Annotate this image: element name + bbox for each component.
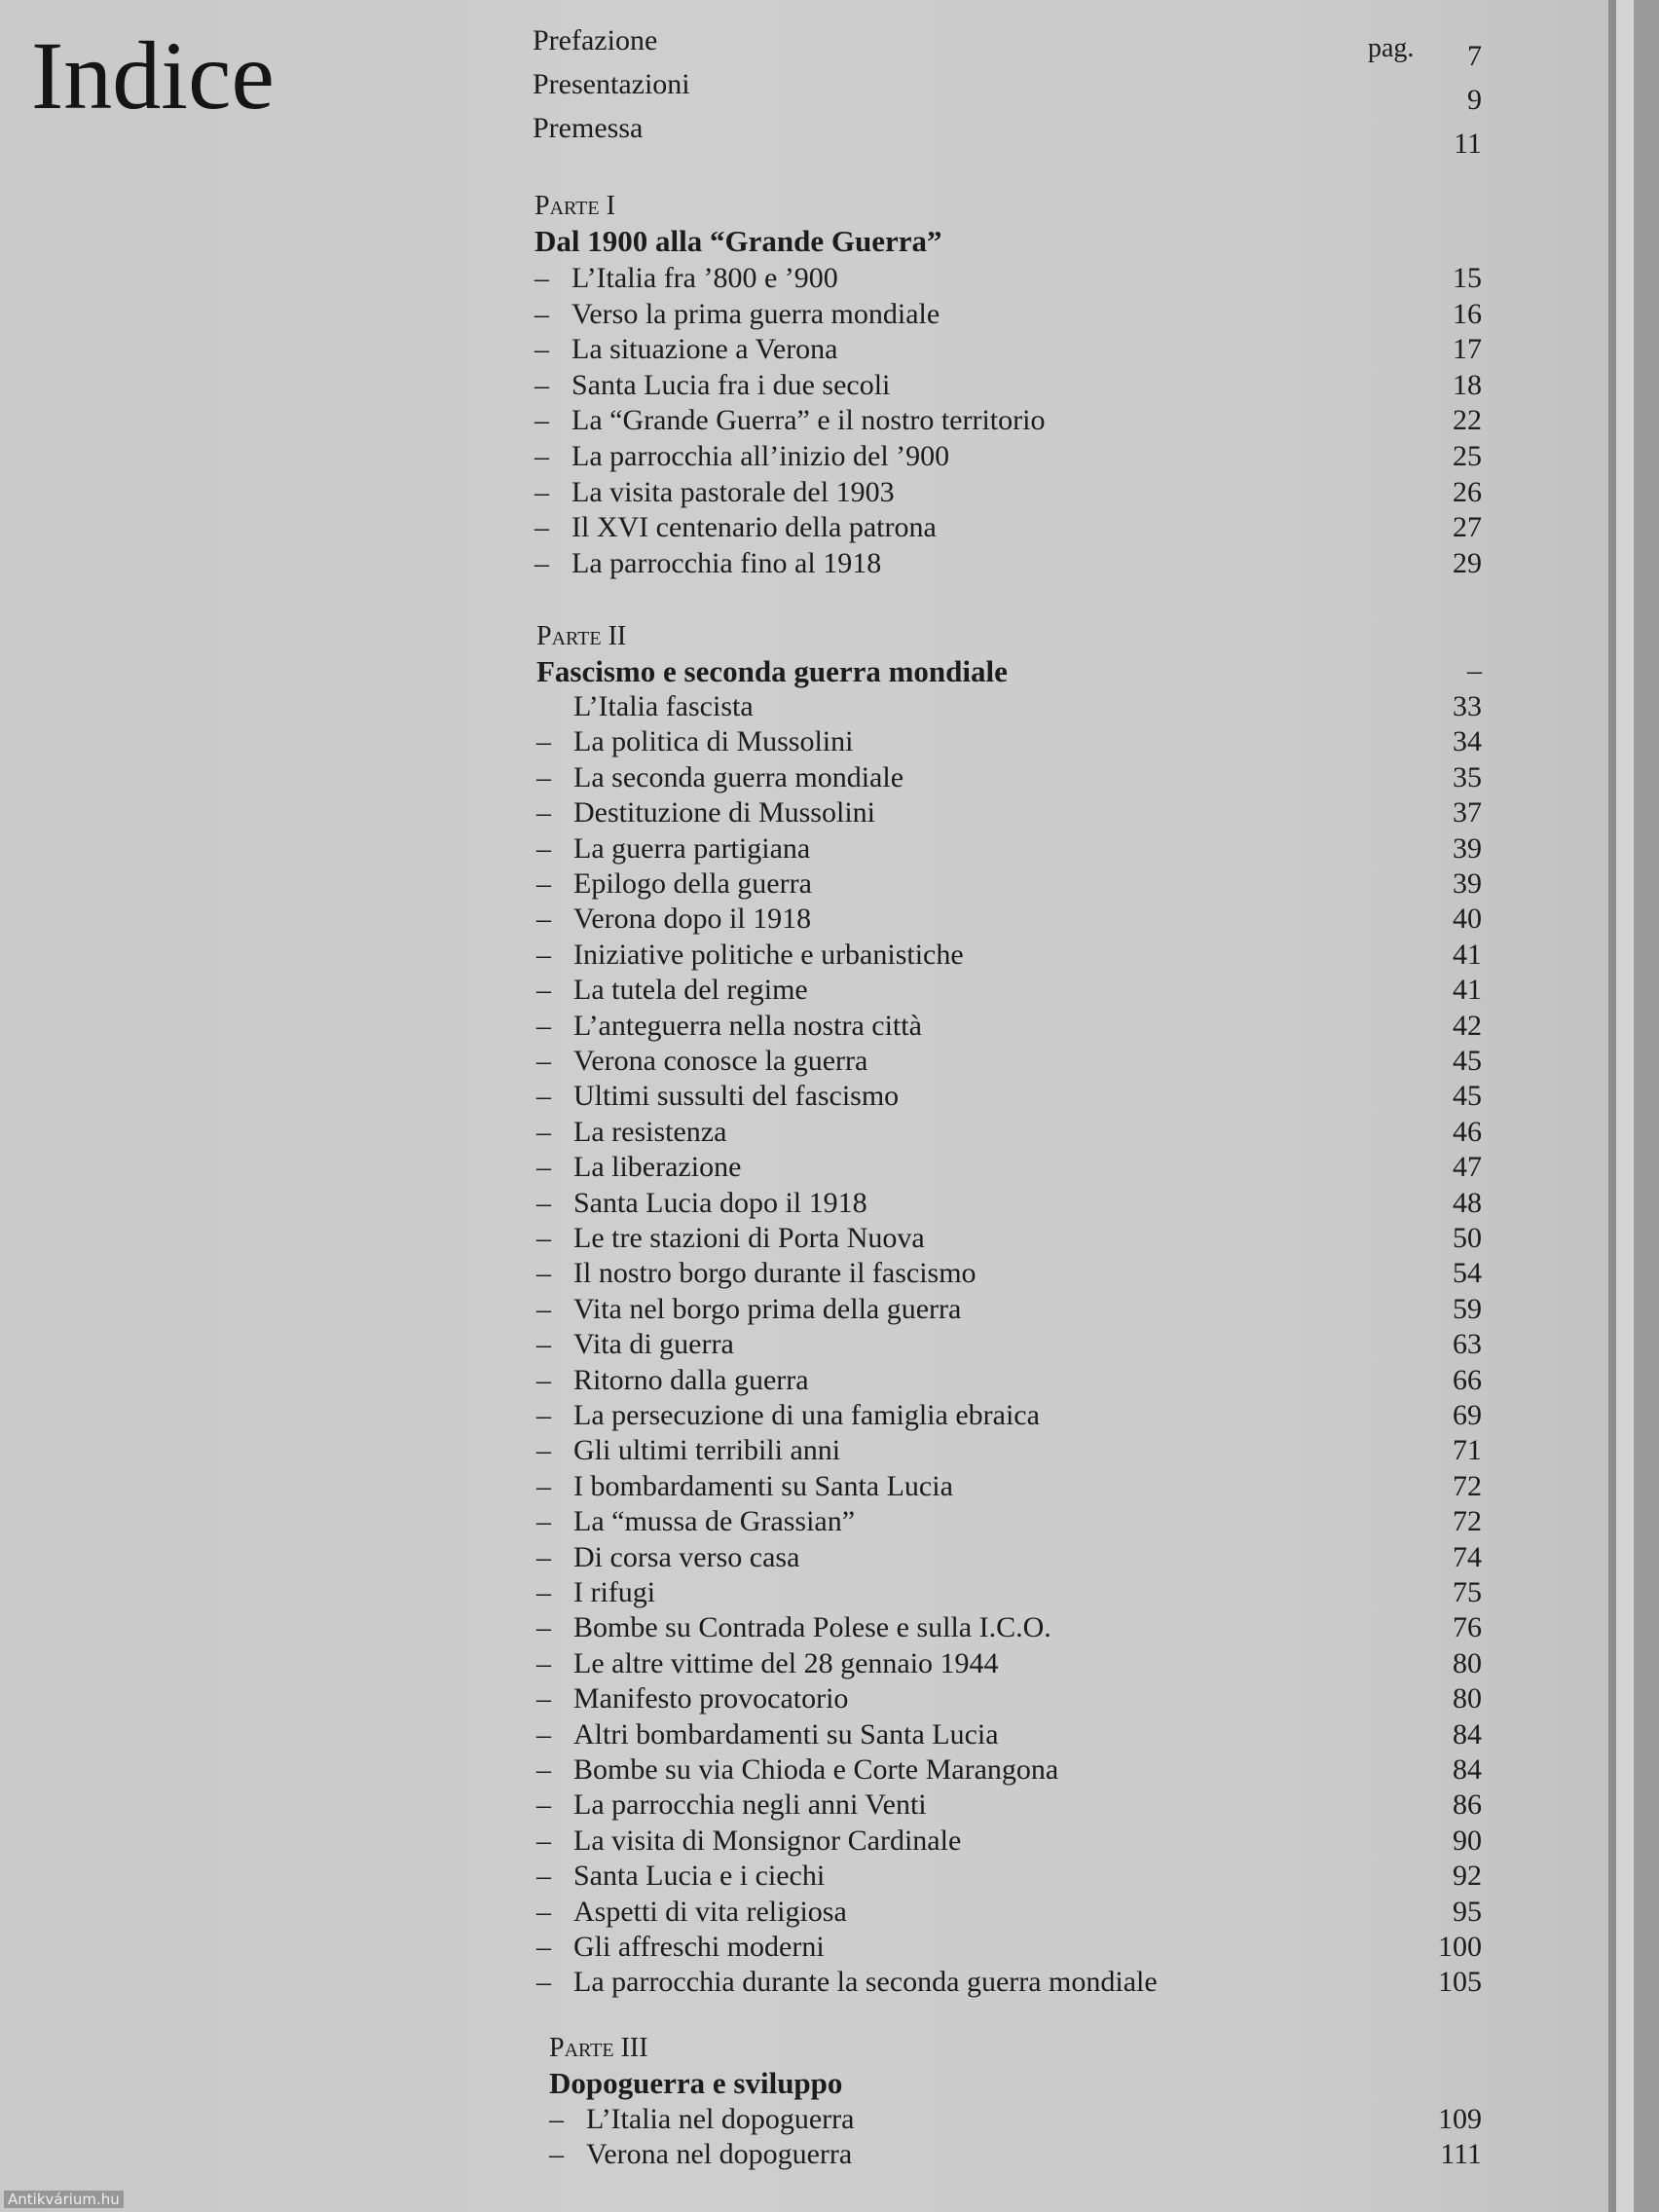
entry-title: Prefazione [533, 24, 658, 56]
entry-title: La guerra partigiana [573, 832, 811, 865]
entry-title: La “Grande Guerra” e il nostro territorio [571, 404, 1046, 436]
entry-dash: – [536, 974, 551, 1006]
entry-title: La parrocchia all’inizio del ’900 [571, 440, 950, 472]
entry-dash: – [536, 1931, 551, 1963]
entry-title: L’Italia fra ’800 e ’900 [571, 262, 838, 294]
entry-title: Verona conosce la guerra [573, 1045, 868, 1077]
part-label: Parte II [536, 621, 627, 651]
entry-title: La visita pastorale del 1903 [571, 476, 895, 508]
entry-dash: – [536, 1647, 551, 1679]
entry-title: Aspetti di vita religiosa [573, 1896, 847, 1928]
entry-dash: – [535, 369, 549, 401]
entry-title: La parrocchia negli anni Venti [573, 1788, 927, 1821]
page-number: 37 [1453, 796, 1482, 829]
entry-title: Il nostro borgo durante il fascismo [573, 1257, 977, 1289]
entry-dash: – [535, 333, 549, 365]
entry-title: La situazione a Verona [571, 333, 838, 365]
page-number: 29 [1453, 547, 1482, 579]
entry-title: La seconda guerra mondiale [573, 761, 904, 793]
page-number: 26 [1453, 476, 1482, 508]
entry-title: L’Italia fascista [573, 690, 754, 722]
page-number: 84 [1453, 1753, 1482, 1786]
entry-title: Ultimi sussulti del fascismo [573, 1080, 900, 1112]
entry-dash: – [536, 761, 551, 793]
entry-title: Santa Lucia fra i due secoli [571, 369, 891, 401]
part-label: Parte I [535, 191, 615, 221]
entry-dash: – [536, 1364, 551, 1396]
entry-dash: – [536, 1576, 551, 1608]
page-number: 105 [1438, 1966, 1482, 1998]
page-number: 54 [1453, 1257, 1482, 1289]
page-number: 34 [1453, 725, 1482, 757]
entry-dash: – [535, 511, 549, 543]
page-number: 72 [1453, 1505, 1482, 1537]
entry-dash: – [536, 867, 551, 900]
entry-dash: – [535, 476, 549, 508]
entry-title: Bombe su via Chioda e Corte Marangona [573, 1753, 1059, 1786]
entry-title: Manifesto provocatorio [573, 1682, 849, 1714]
page-number: 22 [1453, 404, 1482, 436]
entry-title: La visita di Monsignor Cardinale [573, 1825, 962, 1857]
entry-title: Bombe su Contrada Polese e sulla I.C.O. [573, 1611, 1051, 1643]
entry-title: Le altre vittime del 28 gennaio 1944 [573, 1647, 999, 1679]
page-number: 41 [1453, 939, 1482, 971]
page-number: 59 [1453, 1293, 1482, 1325]
entry-dash: – [536, 1293, 551, 1325]
entry-title: La persecuzione di una famiglia ebraica [573, 1399, 1040, 1431]
entry-title: Santa Lucia e i ciechi [573, 1860, 826, 1892]
page-number: 27 [1453, 511, 1482, 543]
page-number: 17 [1453, 333, 1482, 365]
entry-dash: – [549, 2103, 564, 2135]
entry-title: La “mussa de Grassian” [573, 1505, 856, 1537]
entry-title: Verona nel dopoguerra [586, 2138, 853, 2170]
page-number: 9 [1467, 84, 1482, 116]
entry-title: Verona dopo il 1918 [573, 903, 812, 935]
part-title: Dal 1900 alla “Grande Guerra” [535, 224, 942, 258]
page-number: 86 [1453, 1788, 1482, 1821]
part-title: Dopoguerra e sviluppo [549, 2066, 843, 2100]
entry-dash: – [536, 939, 551, 971]
page-number: – [1467, 654, 1482, 686]
entry-title: Gli affreschi moderni [573, 1931, 825, 1963]
page-number: 74 [1453, 1541, 1482, 1573]
entry-dash: – [536, 832, 551, 865]
page-number: 45 [1453, 1080, 1482, 1112]
watermark: Antikvárium.hu [4, 2191, 124, 2208]
entry-title: Il XVI centenario della patrona [571, 511, 937, 543]
page-number: 39 [1453, 867, 1482, 900]
entry-dash: – [536, 1151, 551, 1183]
page-number: 35 [1453, 761, 1482, 793]
page-edge-paper [1616, 0, 1634, 2212]
entry-title: L’Italia nel dopoguerra [586, 2103, 855, 2135]
entry-dash: – [536, 1222, 551, 1254]
entry-dash: – [536, 796, 551, 829]
page-number: 46 [1453, 1116, 1482, 1148]
page-number: 45 [1453, 1045, 1482, 1077]
entry-dash: – [536, 1682, 551, 1714]
entry-dash: – [535, 298, 549, 330]
page-number: 109 [1438, 2103, 1482, 2135]
page-number: 18 [1453, 369, 1482, 401]
entry-title: I rifugi [573, 1576, 656, 1608]
entry-dash: – [535, 547, 549, 579]
entry-dash: – [536, 1045, 551, 1077]
entry-title: La parrocchia durante la seconda guerra mondiale [573, 1966, 1158, 1998]
page-edge-shadow [1608, 0, 1616, 2212]
page-number: 48 [1453, 1187, 1482, 1219]
page-number: 11 [1454, 128, 1482, 160]
entry-dash: – [536, 1860, 551, 1892]
entry-dash: – [535, 404, 549, 436]
entry-dash: – [536, 1896, 551, 1928]
entry-dash: – [536, 1399, 551, 1431]
page-number: 100 [1438, 1931, 1482, 1963]
entry-dash: – [536, 1825, 551, 1857]
page-number: 50 [1453, 1222, 1482, 1254]
entry-title: Vita di guerra [573, 1328, 734, 1360]
page-number: 92 [1453, 1860, 1482, 1892]
entry-title: La tutela del regime [573, 974, 808, 1006]
entry-dash: – [536, 725, 551, 757]
page-number: 15 [1453, 262, 1482, 294]
entry-title: Altri bombardamenti su Santa Lucia [573, 1718, 999, 1751]
page-edge-cover [1634, 0, 1659, 2212]
entry-dash: – [536, 1328, 551, 1360]
page-number: 90 [1453, 1825, 1482, 1857]
entry-dash: – [536, 1541, 551, 1573]
page-number: 75 [1453, 1576, 1482, 1608]
entry-dash: – [536, 1966, 551, 1998]
entry-title: La liberazione [573, 1151, 742, 1183]
entry-title: Vita nel borgo prima della guerra [573, 1293, 962, 1325]
part-label: Parte III [549, 2033, 648, 2063]
page-number: 111 [1440, 2138, 1482, 2170]
page-number: 7 [1467, 40, 1482, 72]
entry-title: Verso la prima guerra mondiale [571, 298, 940, 330]
entry-title: Gli ultimi terribili anni [573, 1434, 841, 1466]
part-title: Fascismo e seconda guerra mondiale [536, 654, 1008, 688]
pag-label: pag. [1368, 33, 1415, 63]
entry-dash: – [536, 903, 551, 935]
page-number: 41 [1453, 974, 1482, 1006]
entry-dash: – [536, 1257, 551, 1289]
page-title: Indice [31, 21, 275, 129]
entry-title: La resistenza [573, 1116, 727, 1148]
page-number: 16 [1453, 298, 1482, 330]
entry-dash: – [536, 1010, 551, 1042]
entry-dash: – [536, 1434, 551, 1466]
entry-title: Iniziative politiche e urbanistiche [573, 939, 964, 971]
entry-dash: – [536, 1116, 551, 1148]
page-number: 63 [1453, 1328, 1482, 1360]
entry-title: Di corsa verso casa [573, 1541, 800, 1573]
page-number: 42 [1453, 1010, 1482, 1042]
page-number: 39 [1453, 832, 1482, 865]
entry-title: La parrocchia fino al 1918 [571, 547, 882, 579]
entry-dash: – [536, 1718, 551, 1751]
entry-dash: – [536, 1611, 551, 1643]
entry-title: Le tre stazioni di Porta Nuova [573, 1222, 925, 1254]
entry-title: I bombardamenti su Santa Lucia [573, 1470, 953, 1502]
page-number: 66 [1453, 1364, 1482, 1396]
entry-title: Ritorno dalla guerra [573, 1364, 809, 1396]
entry-title: Santa Lucia dopo il 1918 [573, 1187, 867, 1219]
page-number: 84 [1453, 1718, 1482, 1751]
page-number: 69 [1453, 1399, 1482, 1431]
entry-dash: – [536, 1788, 551, 1821]
page-number: 80 [1453, 1682, 1482, 1714]
page-number: 76 [1453, 1611, 1482, 1643]
entry-dash: – [536, 1505, 551, 1537]
entry-dash: – [536, 1470, 551, 1502]
page-number: 40 [1453, 903, 1482, 935]
entry-title: Presentazioni [533, 68, 690, 100]
entry-title: Epilogo della guerra [573, 867, 812, 900]
page-number: 33 [1453, 690, 1482, 722]
entry-dash: – [535, 440, 549, 472]
entry-dash: – [536, 1753, 551, 1786]
entry-dash: – [536, 1080, 551, 1112]
page-number: 71 [1453, 1434, 1482, 1466]
page-number: 95 [1453, 1896, 1482, 1928]
entry-title: Premessa [533, 112, 644, 144]
page-number: 80 [1453, 1647, 1482, 1679]
entry-dash: – [549, 2138, 564, 2170]
entry-title: La politica di Mussolini [573, 725, 854, 757]
page-number: 47 [1453, 1151, 1482, 1183]
entry-dash: – [535, 262, 549, 294]
entry-dash: – [536, 1187, 551, 1219]
page-number: 25 [1453, 440, 1482, 472]
entry-title: L’anteguerra nella nostra città [573, 1010, 922, 1042]
entry-title: Destituzione di Mussolini [573, 796, 875, 829]
page-number: 72 [1453, 1470, 1482, 1502]
